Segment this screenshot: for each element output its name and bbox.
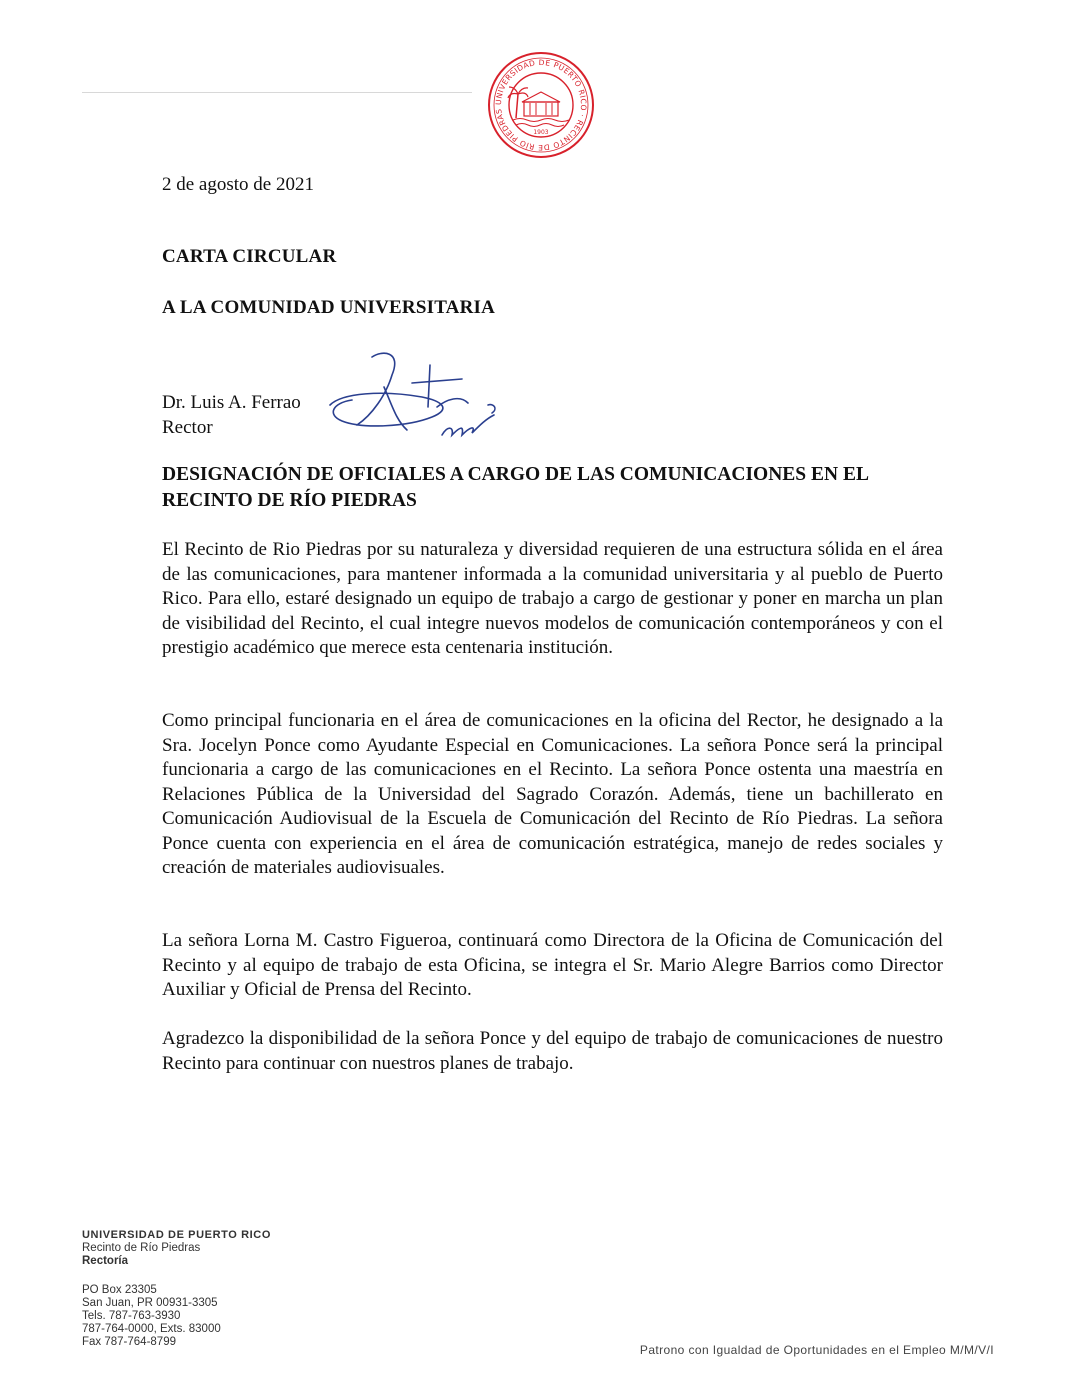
- seal-year: 1903: [533, 129, 549, 136]
- footer-institution: [82, 1229, 271, 1268]
- footer-address-line: San Juan, PR 00931-3305: [82, 1297, 218, 1309]
- footer-address-line: Fax 787-764-8799: [82, 1336, 176, 1348]
- header-rule: [82, 92, 472, 93]
- footer-address-line: Tels. 787-763-3930: [82, 1310, 181, 1322]
- seal-text: UNIVERSIDAD DE PUERTO RICO · RECINTO DE RÍO PIEDRAS: [493, 57, 589, 153]
- letter-subject: DESIGNACIÓN DE OFICIALES A CARGO DE LAS COMUNICACIONES EN EL RECINTO DE RÍO PIEDRAS: [162, 464, 868, 511]
- footer-address-line: PO Box 23305: [82, 1284, 157, 1296]
- footer-address-line: 787-764-0000, Exts. 83000: [82, 1323, 221, 1335]
- signature: [312, 345, 512, 445]
- university-seal: [486, 50, 596, 160]
- footer-department: Rectoría: [82, 1255, 129, 1267]
- sender-title: Rector: [162, 417, 213, 438]
- footer-university: UNIVERSIDAD DE PUERTO RICO: [82, 1229, 271, 1241]
- body-paragraph-3: La señora Lorna M. Castro Figueroa, continuará como Directora de la Oficina de Comunicación del Recinto y al equipo de trabajo de esta Oficina, se integra el Sr. Mario Alegre Barrios como Director Auxiliar y Oficial de Prensa del Recinto.: [162, 930, 943, 1000]
- footer-address: [82, 1284, 221, 1349]
- footer-eeo-statement: Patrono con Igualdad de Oportunidades en el Empleo M/M/V/I: [639, 1343, 994, 1357]
- body-paragraph-1: El Recinto de Rio Piedras por su naturaleza y diversidad requieren de una estructura sólida en el área de las comunicaciones, para mantener informada a la comunidad universitaria y al pueblo de Puerto Rico. Para ello, estaré designado un equipo de trabajo a cargo de gestionar y poner en marcha un plan de visibilidad del Recinto, el cual integre nuevos modelos de comunicación contemporáneos y con el prestigio académico que merece esta centenaria institución.: [162, 539, 943, 658]
- letter-date: 2 de agosto de 2021: [162, 174, 314, 195]
- heading-carta-circular: CARTA CIRCULAR: [162, 246, 337, 267]
- sender-name: Dr. Luis A. Ferrao: [162, 392, 301, 413]
- heading-recipient: A LA COMUNIDAD UNIVERSITARIA: [162, 297, 496, 318]
- body-paragraph-4: Agradezco la disponibilidad de la señora Ponce y del equipo de trabajo de comunicaciones de nuestro Recinto para continuar con nuestros planes de trabajo.: [162, 1028, 943, 1074]
- footer-campus: Recinto de Río Piedras: [82, 1242, 201, 1254]
- body-paragraph-2: Como principal funcionaria en el área de comunicaciones en la oficina del Rector, he designado a la Sra. Jocelyn Ponce como Ayudante Especial en Comunicaciones. La señora Ponce será la principal funcionaria a cargo de las comunicaciones en el Recinto. La señora Ponce ostenta una maestría en Relaciones Pública de la Universidad del Sagrado Corazón. Además, tiene un bachillerato en Comunicación Audiovisual de la Escuela de Comunicación del Recinto de Río Piedras. La señora Ponce cuenta con experiencia en el área de comunicación estratégica, manejo de redes sociales y creación de materiales audiovisuales.: [162, 710, 943, 878]
